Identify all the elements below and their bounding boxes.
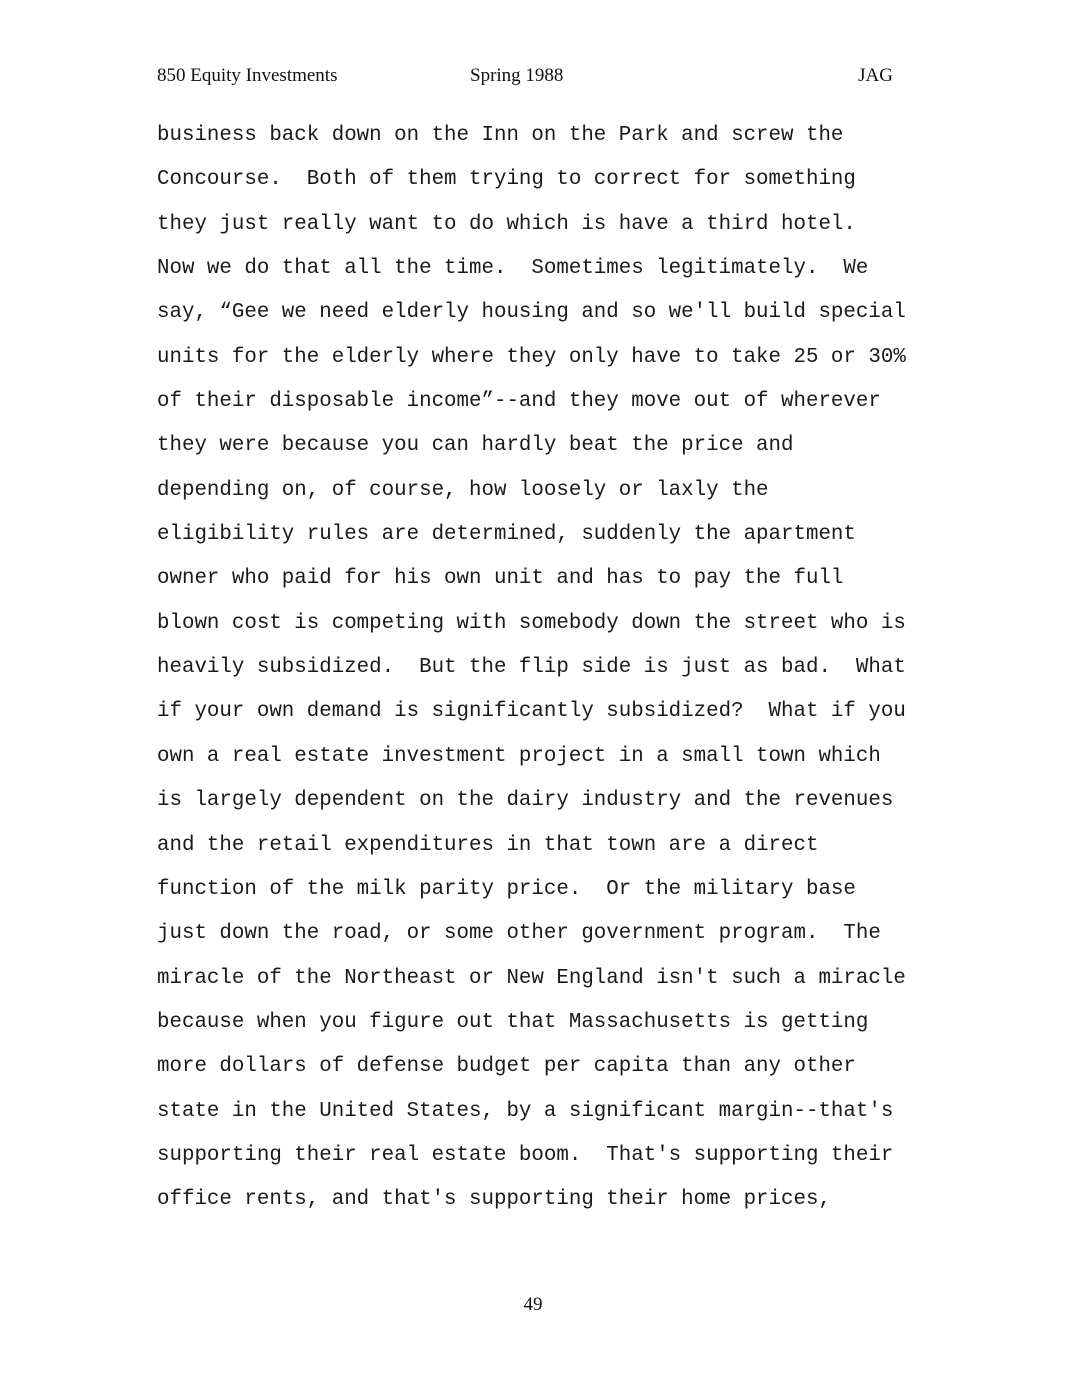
course-title: 850 Equity Investments [157, 65, 338, 86]
text-line: business back down on the Inn on the Park and screw the [157, 124, 844, 147]
text-line: Now we do that all the time. Sometimes legitimately. We [157, 257, 869, 281]
author-initials: JAG [858, 65, 893, 86]
page-header [157, 62, 893, 90]
text-line: just down the road, or some other government program. The [157, 922, 881, 946]
text-line: office rents, and that's supporting their home prices, [157, 1188, 831, 1212]
text-line: because when you figure out that Massachusetts is getting [157, 1010, 869, 1034]
text-line: state in the United States, by a significant margin--that's [157, 1099, 894, 1123]
text-line: they just really want to do which is have a third hotel. [157, 212, 856, 236]
text-line: supporting their real estate boom. That's supporting their [157, 1143, 894, 1167]
text-line: own a real estate investment project in a small town which [157, 744, 881, 768]
text-line: function of the milk parity price. Or the military base [157, 877, 856, 901]
text-line: depending on, of course, how loosely or laxly the [157, 478, 769, 502]
text-line: units for the elderly where they only have to take 25 or 30% [157, 345, 906, 369]
text-line: eligibility rules are determined, suddenly the apartment [157, 523, 856, 547]
text-line: owner who paid for his own unit and has to pay the full [157, 567, 844, 591]
transcript-body [157, 114, 917, 1223]
text-line: if your own demand is significantly subsidized? What if you [157, 700, 906, 724]
text-line: heavily subsidized. But the flip side is just as bad. What [157, 656, 906, 680]
text-line: they were because you can hardly beat the price and [157, 434, 794, 458]
page-number: 49 [523, 1294, 543, 1315]
term-label: Spring 1988 [470, 65, 564, 86]
text-line: more dollars of defense budget per capita than any other [157, 1055, 856, 1079]
text-line: and the retail expenditures in that town are a direct [157, 833, 819, 857]
text-line: Concourse. Both of them trying to correct for something [157, 168, 856, 192]
text-line: blown cost is competing with somebody down the street who is [157, 611, 906, 635]
text-line: miracle of the Northeast or New England isn't such a miracle [157, 966, 906, 990]
text-line: of their disposable income”--and they move out of wherever [157, 390, 881, 414]
text-line: say, “Gee we need elderly housing and so we'll build special [157, 301, 906, 325]
text-line: is largely dependent on the dairy industry and the revenues [157, 789, 894, 813]
